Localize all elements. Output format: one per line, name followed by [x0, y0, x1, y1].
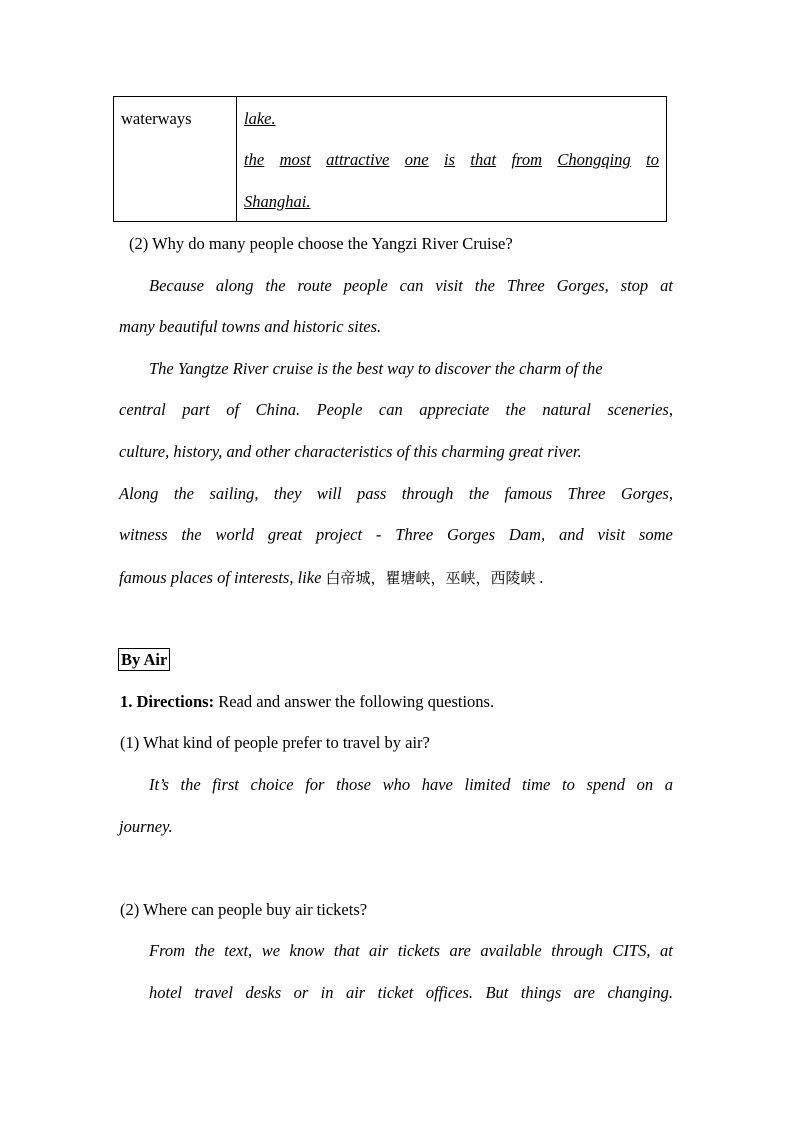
word: first [212, 775, 239, 794]
word: Three [567, 484, 606, 503]
word: are [449, 941, 471, 960]
paragraph-cruise-line-6 [119, 567, 544, 588]
word: to [562, 775, 575, 794]
word: at [659, 941, 673, 960]
section-heading-by-air: By Air [118, 648, 170, 671]
directions-label: 1. Directions: [120, 692, 215, 711]
word: sceneries, [607, 400, 673, 419]
word: central [119, 400, 166, 419]
question-air-2: (2) Where can people buy air tickets? [120, 900, 368, 919]
word: some [638, 525, 673, 544]
word: famous [504, 484, 553, 503]
word: a [664, 775, 673, 794]
word: is [443, 150, 455, 169]
word: have [421, 775, 453, 794]
word: things [520, 983, 562, 1002]
word: choice [250, 775, 294, 794]
word: sailing, [209, 484, 259, 503]
answer-cruise-line-2: many beautiful towns and historic sites. [119, 317, 382, 336]
table-line-3: Shanghai. [244, 192, 311, 211]
word: are [573, 983, 595, 1002]
word: through [551, 941, 603, 960]
word: and [558, 525, 584, 544]
word: CITS, [612, 941, 651, 960]
paragraph-cruise-line-2 [119, 400, 673, 420]
word: Chongqing [557, 150, 631, 169]
table-cell-label: waterways [114, 97, 237, 221]
word: route [297, 276, 332, 295]
word: visit [435, 276, 463, 295]
word: changing. [607, 983, 673, 1002]
word: appreciate [419, 400, 490, 419]
question-air-1: (1) What kind of people prefer to travel by air? [120, 733, 430, 752]
word: stop [620, 276, 649, 295]
word: China. [255, 400, 301, 419]
word: on [636, 775, 654, 794]
word: witness [119, 525, 168, 544]
answer-cruise-line-1 [149, 276, 673, 296]
paragraph-cruise-line-5 [119, 525, 673, 545]
word: most [279, 150, 311, 169]
word: can [378, 400, 403, 419]
word: available [480, 941, 542, 960]
word: It’s [149, 775, 169, 794]
word: at [660, 276, 673, 295]
word: project [315, 525, 363, 544]
word: we [261, 941, 281, 960]
word: natural [542, 400, 591, 419]
directions [120, 692, 494, 712]
word: in [320, 983, 334, 1002]
word: Gorges [447, 525, 496, 544]
word: air [369, 941, 389, 960]
word: visit [597, 525, 626, 544]
word: Because [149, 276, 204, 295]
table-line-1: lake. [244, 109, 276, 128]
word: desks [245, 983, 282, 1002]
word: People [316, 400, 363, 419]
directions-text: Read and answer the following questions. [214, 692, 495, 711]
word: the [173, 484, 195, 503]
word: from [511, 150, 542, 169]
word: through [401, 484, 454, 503]
word: great [267, 525, 303, 544]
paragraph-cruise-line-4 [119, 484, 673, 504]
word: the [505, 400, 526, 419]
word: From [149, 941, 186, 960]
question-cruise: (2) Why do many people choose the Yangzi River Cruise? [129, 234, 513, 253]
word: Three [506, 276, 545, 295]
table-cell-content [237, 97, 666, 221]
word: people [343, 276, 388, 295]
word: along [215, 276, 254, 295]
word: Dam, [508, 525, 546, 544]
word: know [289, 941, 325, 960]
word: those [336, 775, 371, 794]
places-prefix: famous places of interests, like [119, 568, 326, 587]
word: Gorges, [556, 276, 609, 295]
word: can [399, 276, 424, 295]
places-chinese: 白帝城，瞿塘峡，巫峡，西陵峡 [325, 569, 536, 587]
word: world [215, 525, 254, 544]
word: one [404, 150, 429, 169]
word: tickets [397, 941, 440, 960]
word: of [226, 400, 240, 419]
answer-air-2-line-2 [149, 983, 673, 1003]
word: travel [194, 983, 233, 1002]
answer-air-2-line-1 [149, 941, 673, 961]
answer-air-1-line-1 [149, 775, 673, 795]
word: ticket [377, 983, 414, 1002]
word: the [180, 775, 201, 794]
word: the [468, 484, 490, 503]
answer-air-1-line-2: journey. [119, 817, 173, 836]
word: the [194, 941, 215, 960]
word: time [521, 775, 551, 794]
word: the [244, 150, 265, 169]
table-line-2 [244, 150, 659, 170]
word: part [182, 400, 210, 419]
word: air [345, 983, 366, 1002]
word: that [470, 150, 497, 169]
word: attractive [326, 150, 390, 169]
word: they [273, 484, 302, 503]
word: for [305, 775, 325, 794]
word: to [646, 150, 659, 169]
word: the [474, 276, 495, 295]
word: offices. [425, 983, 474, 1002]
word: spend [586, 775, 625, 794]
word: Along [119, 484, 159, 503]
word: Gorges, [620, 484, 673, 503]
word: text, [224, 941, 253, 960]
word: who [382, 775, 411, 794]
word: that [333, 941, 360, 960]
paragraph-cruise-line-1: The Yangtze River cruise is the best way to discover the charm of the [149, 359, 603, 378]
word: limited [464, 775, 511, 794]
word: the [181, 525, 202, 544]
route-table [113, 96, 667, 222]
word: But [485, 983, 509, 1002]
word: - [375, 525, 382, 544]
paragraph-cruise-line-3: culture, history, and other characteristics of this charming great river. [119, 442, 582, 461]
word: Three [395, 525, 434, 544]
word: will [316, 484, 342, 503]
word: hotel [149, 983, 182, 1002]
word: the [265, 276, 286, 295]
word: or [293, 983, 309, 1002]
places-suffix: . [539, 568, 544, 587]
word: pass [357, 484, 387, 503]
